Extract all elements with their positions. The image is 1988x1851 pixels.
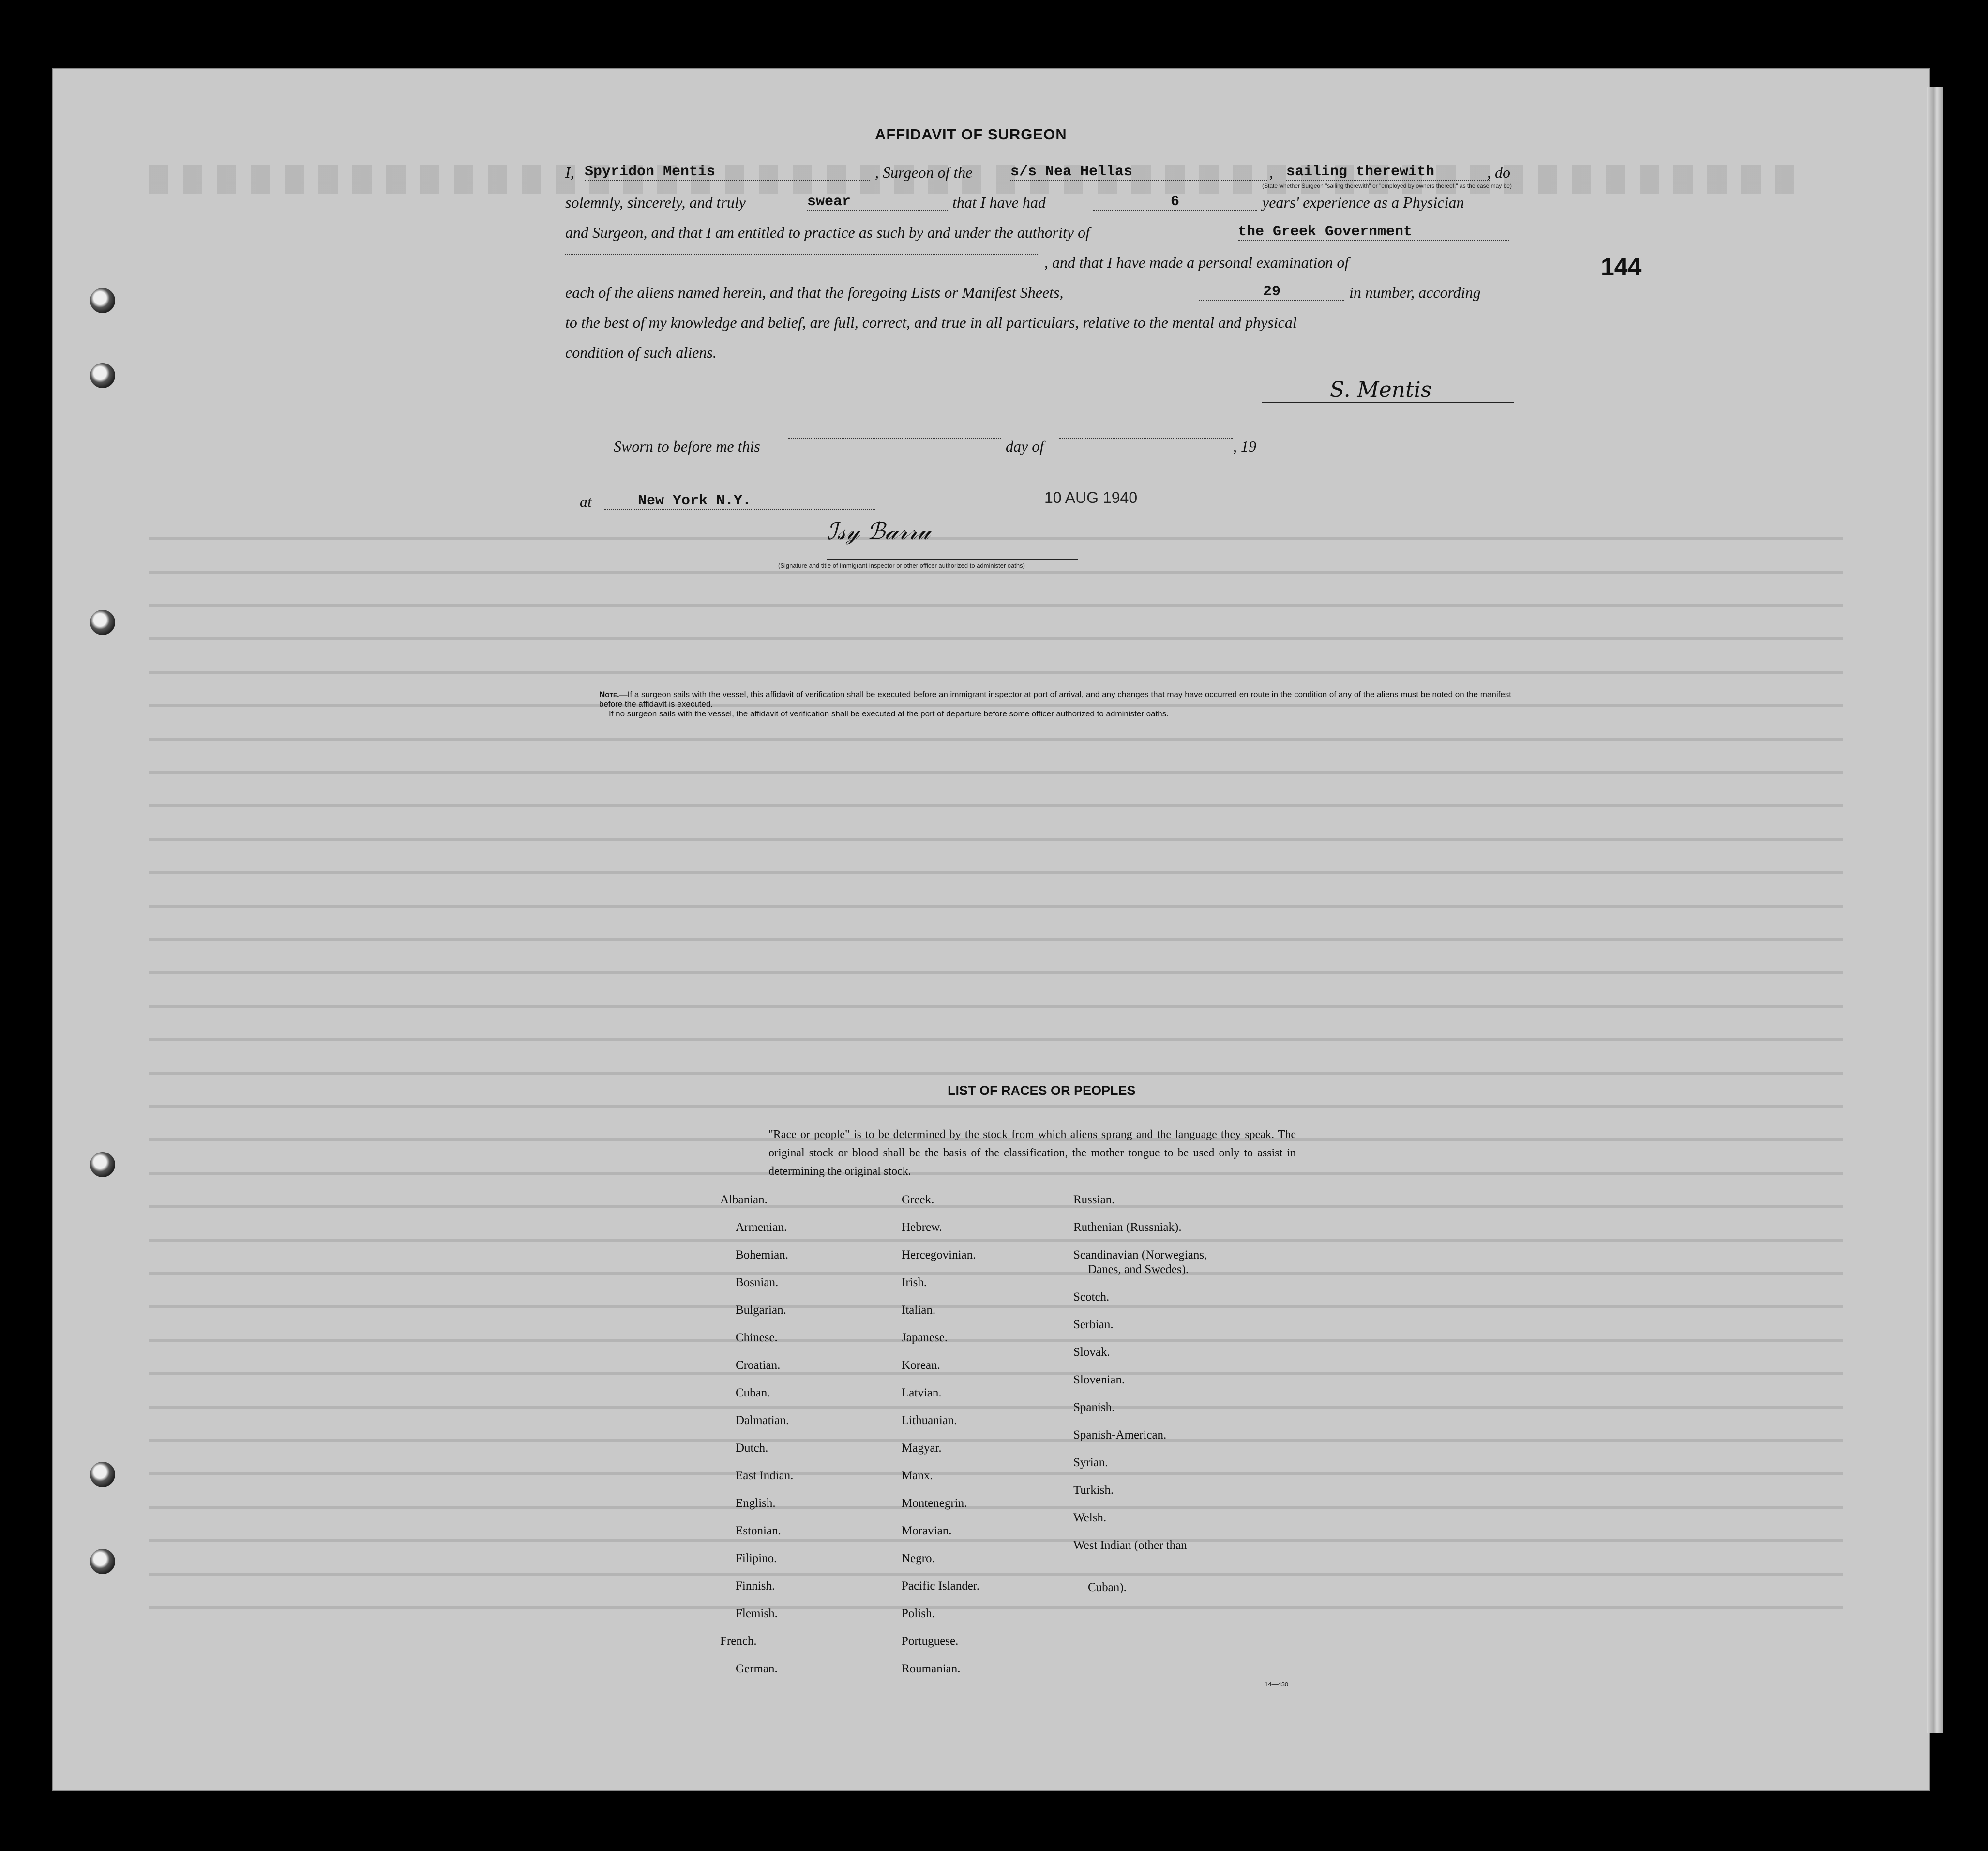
text: , Surgeon of the — [875, 164, 973, 181]
text: , and that I have made a personal examination of — [1044, 254, 1349, 271]
form-number: 14—430 — [1265, 1681, 1289, 1688]
note-label: Note. — [599, 690, 619, 699]
race-item: Slovenian. — [1073, 1373, 1125, 1386]
race-item: Manx. — [902, 1469, 933, 1482]
race-item: Russian. — [1073, 1193, 1115, 1206]
race-item: Estonian. — [736, 1524, 781, 1537]
race-item: Montenegrin. — [902, 1497, 967, 1510]
manifest-sheet — [52, 68, 1930, 1791]
race-item: Armenian. — [736, 1221, 787, 1234]
race-item: Italian. — [902, 1304, 936, 1317]
text: , do — [1487, 164, 1510, 181]
page-number: 144 — [1601, 253, 1642, 280]
inspector-signature: ℐ𝓈𝓎 ℬ𝒶𝓇𝓇𝓊 — [827, 518, 931, 545]
text: , 19 — [1233, 438, 1256, 455]
race-item: Magyar. — [902, 1441, 942, 1455]
race-item: Japanese. — [902, 1331, 948, 1344]
sworn-day-field — [788, 438, 1001, 439]
race-item: English. — [736, 1497, 776, 1510]
race-item: Spanish. — [1073, 1401, 1115, 1414]
race-item: Greek. — [902, 1193, 934, 1206]
bleed-through-rows — [149, 508, 1843, 1631]
punch-hole — [90, 1152, 115, 1177]
race-item: Scandinavian (Norwegians, — [1073, 1248, 1207, 1261]
signature-text: S. Mentis — [1330, 378, 1432, 402]
race-item: Moravian. — [902, 1524, 952, 1537]
text: years' experience as a Physician — [1262, 194, 1464, 211]
punch-hole — [90, 610, 115, 635]
race-item: Cuban. — [736, 1386, 770, 1399]
race-item: Filipino. — [736, 1552, 777, 1565]
punch-hole — [90, 1549, 115, 1574]
race-item: Lithuanian. — [902, 1414, 957, 1427]
sailing-note: (State whether Surgeon "sailing therewith" or "employed by owners thereof," as the case may be) — [1262, 182, 1512, 189]
note-text-2: If no surgeon sails with the vessel, the affidavit of verification shall be executed at the port of departure before some officer authorized to administer oaths. — [609, 709, 1169, 718]
race-item: Korean. — [902, 1359, 940, 1372]
punch-hole — [90, 288, 115, 313]
authority-continued-field — [565, 254, 1039, 255]
page-stack-edge — [1927, 87, 1943, 1733]
text: to the best of my knowledge and belief, are full, correct, and true in all particulars, relative to the mental and physical — [565, 314, 1297, 331]
text: day of — [1006, 438, 1044, 455]
race-item: Albanian. — [720, 1193, 768, 1206]
text: , — [1269, 164, 1273, 181]
race-item: Spanish-American. — [1073, 1428, 1167, 1441]
race-item: Slovak. — [1073, 1346, 1110, 1359]
place-field: New York N.Y. — [604, 493, 875, 510]
sailing-field: sailing therewith — [1286, 164, 1490, 181]
text: I, — [565, 164, 574, 181]
text: and Surgeon, and that I am entitled to practice as such by and under the authority of — [565, 224, 1090, 241]
race-item: Pacific Islander. — [902, 1579, 980, 1593]
race-item: Bohemian. — [736, 1248, 789, 1261]
affidavit-line-1 — [565, 164, 574, 182]
race-item: Chinese. — [736, 1331, 778, 1344]
text: in number, according — [1349, 284, 1481, 301]
races-title: LIST OF RACES OR PEOPLES — [948, 1083, 1136, 1098]
race-item: Polish. — [902, 1607, 935, 1620]
race-item: West Indian (other than — [1073, 1539, 1187, 1552]
punch-hole — [90, 1462, 115, 1487]
text: solemnly, sincerely, and truly — [565, 194, 746, 211]
text: each of the aliens named herein, and that the foregoing Lists or Manifest Sheets, — [565, 284, 1064, 301]
race-item: Dutch. — [736, 1441, 768, 1455]
sheets-field: 29 — [1199, 284, 1344, 301]
affidavit-title: AFFIDAVIT OF SURGEON — [875, 126, 1067, 143]
race-item: Portuguese. — [902, 1635, 959, 1648]
race-item: Cuban). — [1088, 1581, 1127, 1594]
inspector-signature-line — [827, 559, 1078, 560]
date-stamp: 10 AUG 1940 — [1044, 489, 1138, 506]
race-item: Hercegovinian. — [902, 1248, 976, 1261]
punch-hole — [90, 363, 115, 388]
sworn-month-field — [1059, 438, 1233, 439]
race-item: Flemish. — [736, 1607, 778, 1620]
text: at — [580, 493, 592, 510]
race-item: East Indian. — [736, 1469, 794, 1482]
race-item: Hebrew. — [902, 1221, 942, 1234]
races-intro: "Race or people" is to be determined by the stock from which aliens sprang and the language they speak. The original stock or blood shall be the basis of the classification, the mother tongue to be used only to assist in determining the original stock. — [768, 1128, 1296, 1178]
inspector-note: (Signature and title of immigrant inspector or other officer authorized to administer oaths) — [778, 562, 1025, 569]
affidavit-note — [599, 690, 1519, 719]
surgeon-signature — [1262, 378, 1514, 403]
race-item: Dalmatian. — [736, 1414, 789, 1427]
race-item: Scotch. — [1073, 1290, 1110, 1304]
race-item: Welsh. — [1073, 1511, 1107, 1524]
race-item: German. — [736, 1662, 778, 1675]
race-item: Latvian. — [902, 1386, 942, 1399]
text: condition of such aliens. — [565, 344, 717, 361]
oath-field: swear — [807, 194, 948, 211]
race-item: French. — [720, 1635, 757, 1648]
text: Sworn to before me this — [614, 438, 760, 455]
race-item: Bosnian. — [736, 1276, 779, 1289]
vessel-field: s/s Nea Hellas — [1010, 164, 1267, 181]
race-item: Finnish. — [736, 1579, 775, 1593]
race-item: Irish. — [902, 1276, 927, 1289]
race-item: Ruthenian (Russniak). — [1073, 1221, 1182, 1234]
note-text: —If a surgeon sails with the vessel, this affidavit of verification shall be executed before an immigrant inspector at port of arrival, and any changes that may have occurred en route in the condition of any of the aliens must be noted on the manifest before the affidavit is executed. — [599, 690, 1512, 709]
race-item: Turkish. — [1073, 1484, 1114, 1497]
race-item: Serbian. — [1073, 1318, 1114, 1331]
surgeon-name-field: Spyridon Mentis — [585, 164, 870, 181]
race-item: Syrian. — [1073, 1456, 1108, 1469]
text: that I have had — [952, 194, 1046, 211]
years-field: 6 — [1093, 194, 1257, 211]
race-item: Croatian. — [736, 1359, 781, 1372]
race-item: Negro. — [902, 1552, 935, 1565]
race-item: Bulgarian. — [736, 1304, 786, 1317]
authority-field: the Greek Government — [1238, 224, 1509, 241]
race-item: Danes, and Swedes). — [1088, 1263, 1189, 1276]
race-item: Roumanian. — [902, 1662, 961, 1675]
